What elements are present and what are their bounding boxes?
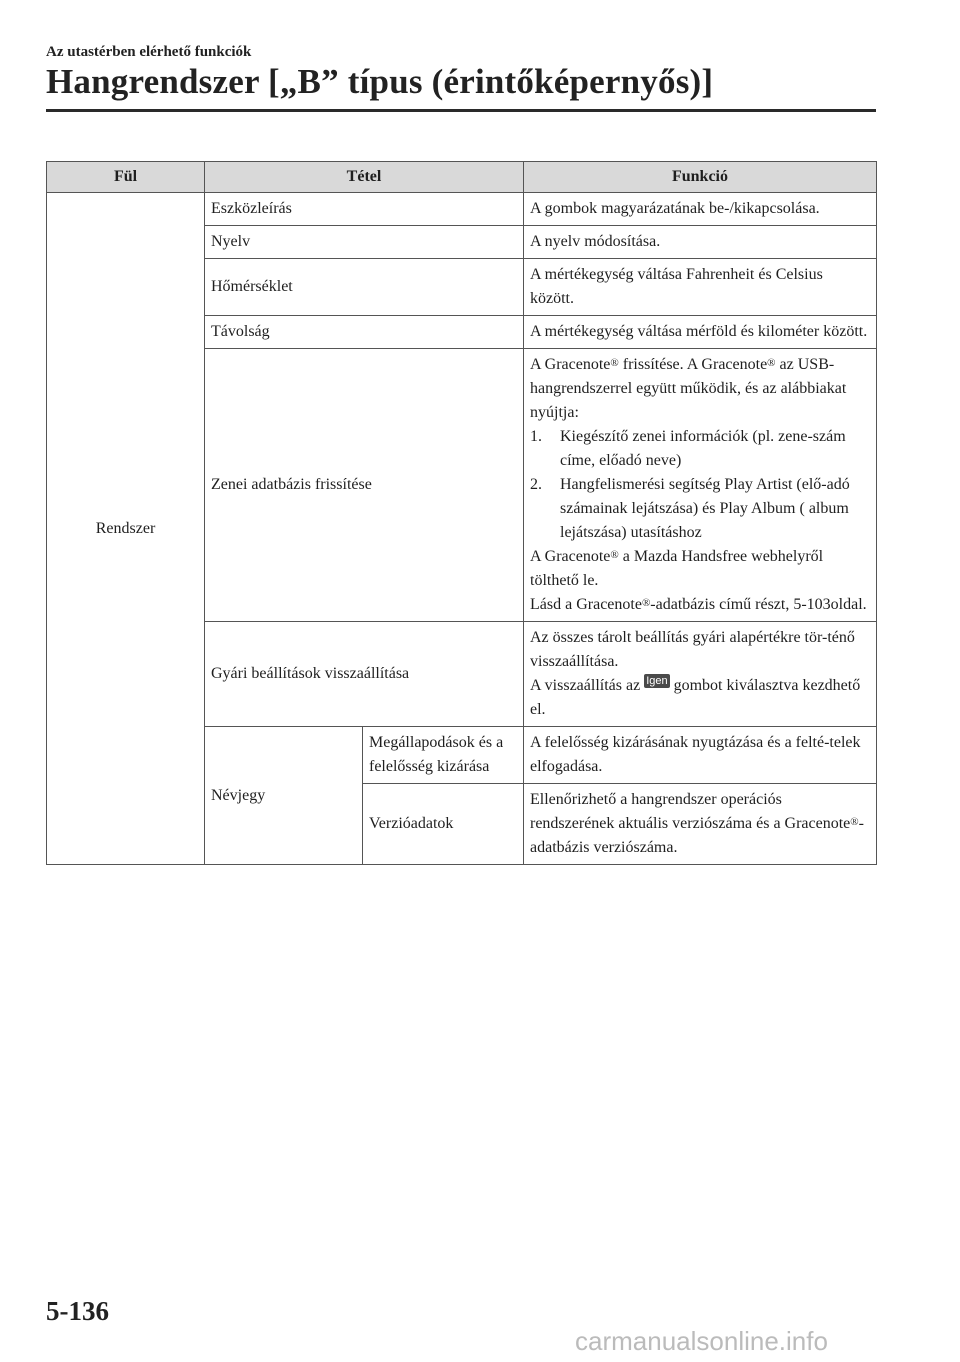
column-header-funkcio: Funkció — [524, 162, 877, 193]
item-cell: Nyelv — [205, 226, 524, 259]
item-cell: Eszközleírás — [205, 193, 524, 226]
registered-mark: ® — [767, 357, 776, 369]
settings-table — [46, 161, 877, 865]
registered-mark: ® — [641, 597, 651, 609]
tab-cell-rendszer: Rendszer — [47, 193, 205, 865]
item-cell: Távolság — [205, 316, 524, 349]
reset-paragraph: Az összes tárolt beállítás gyári alapértékre tör-ténő visszaállítása. — [530, 629, 855, 670]
feature-list — [530, 425, 870, 545]
function-cell — [524, 349, 877, 622]
registered-mark: ® — [850, 816, 859, 828]
watermark: carmanualsonline.info — [575, 1326, 828, 1356]
gracenote-paragraph: A Gracenote® frissítése. A Gracenote® az USB-hangrendszerrel együtt működik, és az alábbiakat nyújtja: — [530, 356, 847, 421]
list-item: 1. Kiegészítő zenei információk (pl. zene-szám címe, előadó neve) — [530, 428, 846, 469]
section-label: Az utastérben elérhető funkciók — [46, 44, 252, 60]
reference-paragraph: Lásd a Gracenote®-adatbázis című részt, 5-103oldal. — [530, 596, 867, 613]
function-cell: Ellenőrizhető a hangrendszer operációs rendszerének aktuális verziószáma és a Gracenote®-adatbázis verziószáma. — [524, 784, 877, 865]
table-header-row — [47, 162, 877, 193]
function-cell — [524, 622, 877, 727]
function-cell: A felelősség kizárásának nyugtázása és a felté-telek elfogadása. — [524, 727, 877, 784]
function-cell: A nyelv módosítása. — [524, 226, 877, 259]
page-title: Hangrendszer [„B” típus (érintőképernyős)] — [46, 62, 714, 101]
item-cell-nevjegy: Névjegy — [205, 727, 363, 865]
subitem-cell: Megállapodások és a felelősség kizárása — [363, 727, 524, 784]
item-cell: Zenei adatbázis frissítése — [205, 349, 524, 622]
subitem-cell: Verzióadatok — [363, 784, 524, 865]
function-cell: A mértékegység váltása mérföld és kilométer között. — [524, 316, 877, 349]
title-rule — [46, 109, 876, 112]
column-header-tetel: Tétel — [205, 162, 524, 193]
registered-mark: ® — [610, 549, 619, 561]
function-cell: A gombok magyarázatának be-/kikapcsolása. — [524, 193, 877, 226]
item-cell: Gyári beállítások visszaállítása — [205, 622, 524, 727]
function-cell: A mértékegység váltása Fahrenheit és Celsius között. — [524, 259, 877, 316]
registered-mark: ® — [610, 357, 619, 369]
item-cell: Hőmérséklet — [205, 259, 524, 316]
igen-button-icon: Igen — [646, 675, 668, 687]
page-number: 5-136 — [46, 1296, 109, 1326]
download-paragraph: A Gracenote® a Mazda Handsfree webhelyről tölthető le. — [530, 548, 824, 589]
reset-instruction: A visszaállítás az Igen gombot kiválasztva kezdhető el. — [530, 675, 861, 718]
column-header-ful: Fül — [47, 162, 205, 193]
list-item: 2. Hangfelismerési segítség Play Artist (elő-adó számainak lejátszása) és Play Album ( album lejátszása) utasításhoz — [530, 476, 850, 541]
table-row — [47, 193, 877, 226]
